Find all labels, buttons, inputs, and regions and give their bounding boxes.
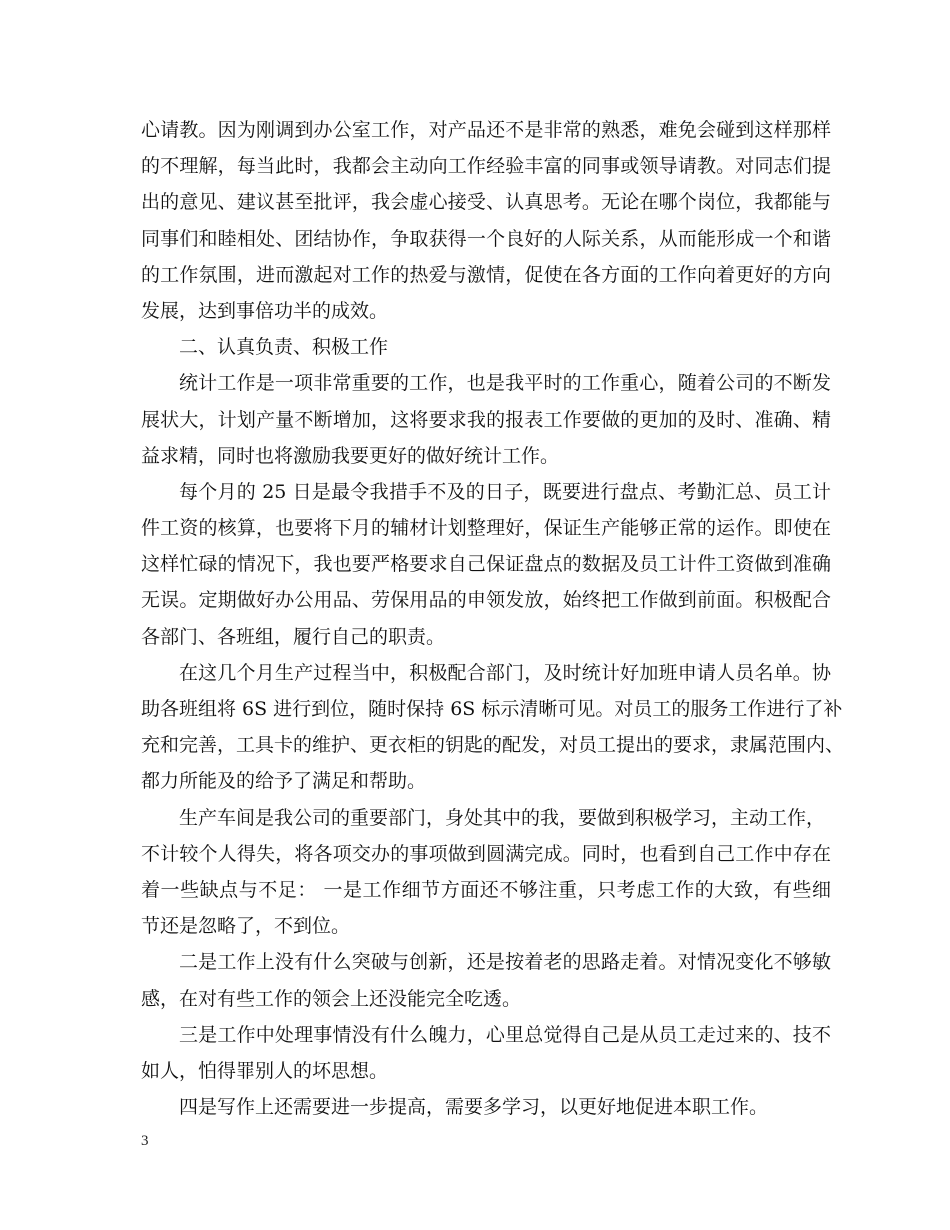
text-line: 充和完善，工具卡的维护、更衣柜的钥匙的配发，对员工提出的要求，隶属范围内、 (141, 734, 845, 757)
text-line: 在这几个月生产过程当中，积极配合部门，及时统计好加班申请人员名单。协 (179, 661, 831, 684)
text-line: 都力所能及的给予了满足和帮助。 (141, 770, 427, 793)
text-line: 益求精，同时也将激励我要更好的做好统计工作。 (141, 444, 560, 467)
page-number: 3 (141, 1133, 149, 1149)
document-body (141, 112, 845, 1125)
text-line: 助各班组将 6S 进行到位，随时保持 6S 标示清晰可见。对员工的服务工作进行了补 (141, 698, 843, 720)
text-line: 心请教。因为刚调到办公室工作，对产品还不是非常的熟悉，难免会碰到这样那样 (141, 119, 831, 141)
text-line: 节还是忽略了，不到位。 (141, 915, 351, 938)
text-line: 每个月的 25 日是最令我措手不及的日子，既要进行盘点、考勤汇总、员工计 (179, 480, 831, 503)
text-line: 出的意见、建议甚至批评，我会虚心接受、认真思考。无论在哪个岗位，我都能与 (141, 191, 831, 214)
text-line: 不计较个人得失，将各项交办的事项做到圆满完成。同时，也看到自己工作中存在 (141, 842, 831, 865)
text-line: 展状大，计划产量不断增加，这将要求我的报表工作要做的更加的及时、准确、精 (141, 408, 831, 431)
text-line: 件工资的核算，也要将下月的辅材计划整理好，保证生产能够正常的运作。即使在 (141, 517, 831, 540)
text-line: 发展，达到事倍功半的成效。 (141, 299, 389, 322)
text-line: 无误。定期做好办公用品、劳保用品的申领发放，始终把工作做到前面。积极配合 (141, 589, 831, 612)
text-line: 这样忙碌的情况下，我也要严格要求自己保证盘点的数据及员工计件工资做到准确 (141, 553, 831, 576)
text-line: 如人，怕得罪别人的坏思想。 (141, 1059, 389, 1082)
text-line: 的工作氛围，进而激起对工作的热爱与激情，促使在各方面的工作向着更好的方向 (141, 263, 831, 286)
text-line: 着一些缺点与不足： 一是工作细节方面还不够注重，只考虑工作的大致，有些细 (141, 878, 831, 901)
text-line: 的不理解，每当此时，我都会主动向工作经验丰富的同事或领导请教。对同志们提 (141, 155, 831, 178)
text-line: 感，在对有些工作的领会上还没能完全吃透。 (141, 987, 522, 1010)
text-line: 二是工作上没有什么突破与创新，还是按着老的思路走着。对情况变化不够敏 (179, 951, 831, 974)
text-line: 同事们和睦相处、团结协作，争取获得一个良好的人际关系，从而能形成一个和谐 (141, 227, 831, 250)
text-line: 生产车间是我公司的重要部门，身处其中的我，要做到积极学习，主动工作， (179, 806, 826, 829)
text-line: 各部门、各班组，履行自己的职责。 (141, 625, 446, 648)
text-line: 三是工作中处理事情没有什么魄力，心里总觉得自己是从员工走过来的、技不 (179, 1023, 831, 1046)
section-heading: 二、认真负责、积极工作 (179, 336, 389, 359)
text-line: 四是写作上还需要进一步提高，需要多学习，以更好地促进本职工作。 (179, 1096, 769, 1119)
text-line: 统计工作是一项非常重要的工作，也是我平时的工作重心，随着公司的不断发 (179, 372, 831, 395)
